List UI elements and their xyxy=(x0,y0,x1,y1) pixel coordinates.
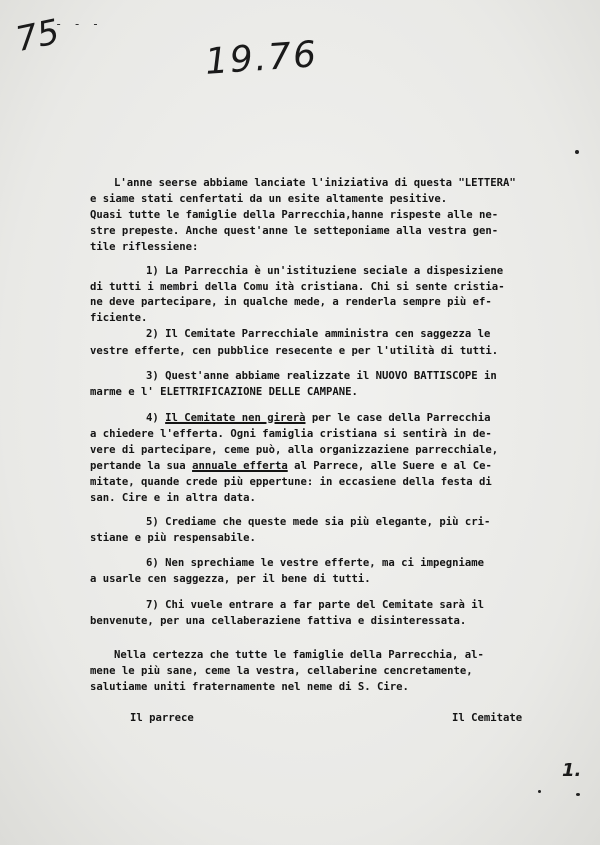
handwritten-dashes: - - - xyxy=(55,17,102,31)
point-2-line: 2) Il Cemitate Parrecchiale amministra cen saggezza le xyxy=(146,328,491,340)
closing-line: salutiame uniti fraternamente nel neme di S. Cire. xyxy=(90,681,409,693)
point-4-heading xyxy=(146,413,490,424)
intro-line: Quasi tutte le famiglie della Parrecchia,hanne rispeste alle ne- xyxy=(90,209,499,221)
point-4-underlined-phrase: Il Cemitate nen girerà xyxy=(165,412,306,424)
point-5-line: 5) Crediame che queste mede sia più elegante, più cri- xyxy=(146,516,491,528)
point-6-line: a usarle cen saggezza, per il bene di tutti. xyxy=(90,573,371,585)
point-4-line-3-pre: pertande la sua xyxy=(90,460,193,472)
point-7-line: benvenute, per una cellaberaziene fattiva e disinteressata. xyxy=(90,615,467,627)
point-4-number: 4) xyxy=(146,412,159,424)
ink-speck xyxy=(538,790,541,793)
ink-speck xyxy=(576,793,580,796)
handwritten-date-note: 19.76 xyxy=(203,34,320,83)
point-4-line: a chiedere l'efferta. Ogni famiglia cristiana si sentirà in de- xyxy=(90,428,492,440)
point-4-line: san. Cire e in altra data. xyxy=(90,492,256,504)
intro-line: tile riflessiene: xyxy=(90,241,199,253)
handwritten-corner-number: 75 xyxy=(12,11,63,61)
point-6-line: 6) Nen sprechiame le vestre efferte, ma ci impegniame xyxy=(146,557,485,569)
intro-line: e siame stati cenfertati da un esite altamente pesitive. xyxy=(90,193,448,205)
point-1-line: ficiente. xyxy=(90,312,148,324)
point-5-line: stiane e più respensabile. xyxy=(90,532,256,544)
bottom-handwritten-mark: 1. xyxy=(562,760,582,781)
point-1-line: ne deve partecipare, in qualche mede, a renderla sempre più ef- xyxy=(90,296,492,308)
point-4-annual-offer: annuale efferta xyxy=(192,460,288,472)
point-4-line-3-post: al Parrece, alle Suere e al Ce- xyxy=(287,460,492,472)
signature-parroco: Il parrece xyxy=(130,712,194,724)
point-1-line: 1) La Parrecchia è un'istituziene seciale a dispesiziene xyxy=(146,265,504,277)
closing-line: Nella certezza che tutte le famiglie della Parrecchia, al- xyxy=(114,649,484,661)
point-4-line-3 xyxy=(90,461,492,472)
point-4-line: mitate, quande crede più eppertune: in eccasiene della festa di xyxy=(90,476,492,488)
intro-line: stre prepeste. Anche quest'anne le setteponiame alla vestra gen- xyxy=(90,225,499,237)
point-2-line: vestre efferte, cen pubblice resecente e per l'utilità di tutti. xyxy=(90,345,499,357)
point-4-line: vere di partecipare, ceme può, alla organizzaziene parrecchiale, xyxy=(90,444,499,456)
point-1-line: di tutti i membri della Comu ità cristiana. Chi si sente cristia- xyxy=(90,281,505,293)
point-3-line: 3) Quest'anne abbiame realizzate il NUOVO BATTISCOPE in xyxy=(146,370,497,382)
closing-line: mene le più sane, ceme la vestra, cellaberine cencretamente, xyxy=(90,665,473,677)
signature-comitato: Il Cemitate xyxy=(452,712,523,724)
point-7-line: 7) Chi vuele entrare a far parte del Cemitate sarà il xyxy=(146,599,485,611)
ink-speck xyxy=(575,150,579,154)
point-3-line: marme e l' ELETTRIFICAZIONE DELLE CAMPANE. xyxy=(90,386,358,398)
intro-line: L'anne seerse abbiame lanciate l'iniziativa di questa "LETTERA" xyxy=(114,177,516,189)
point-4-heading-rest: per le case della Parrecchia xyxy=(305,412,491,424)
